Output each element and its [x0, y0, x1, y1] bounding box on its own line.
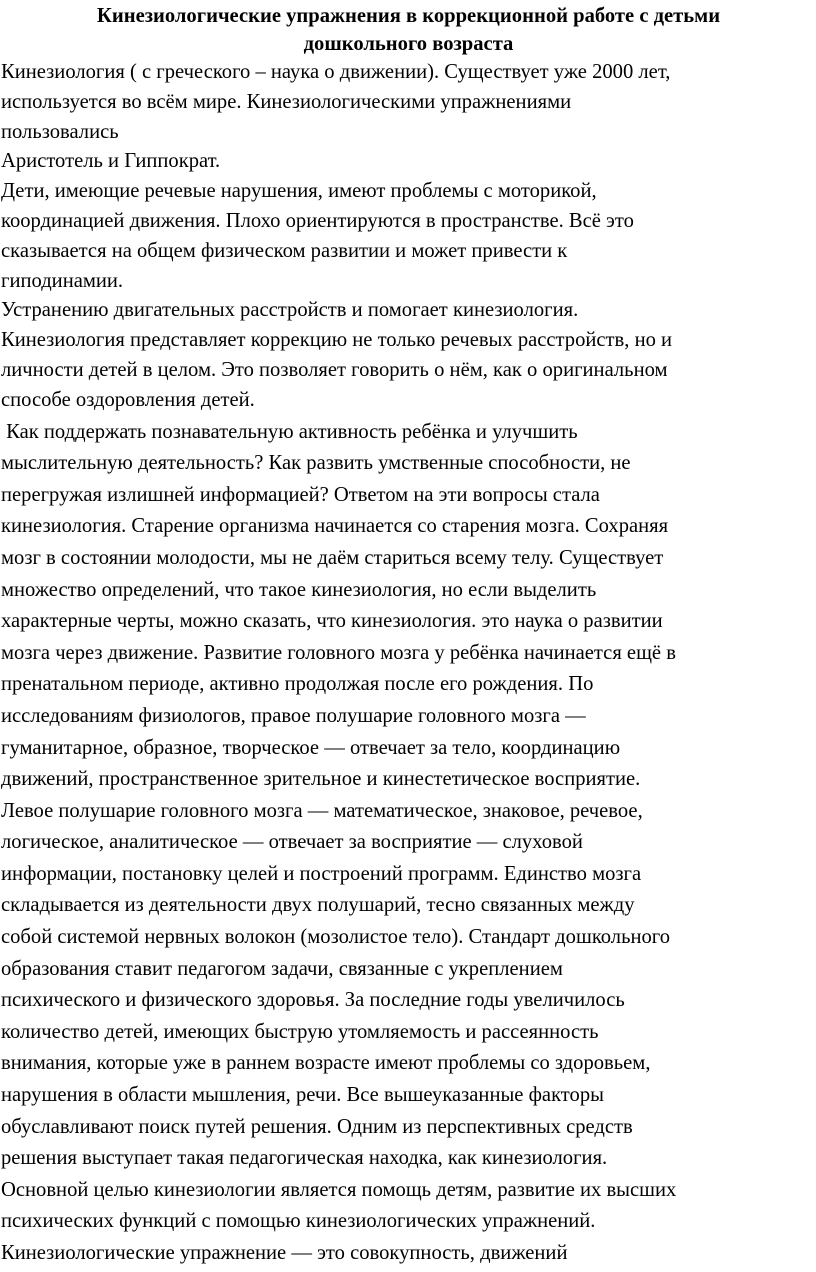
text-line: кинезиология. Старение организма начинается со старения мозга. Сохраняя: [1, 515, 669, 538]
text-line: сказывается на общем физическом развитии и может привести к: [1, 239, 568, 262]
text-line: Кинезиология ( с греческого – наука о движении). Существует уже 2000 лет,: [1, 61, 671, 83]
text-line: мозга через движение. Развитие головного мозга у ребёнка начинается ещё в: [1, 641, 676, 664]
text-line: психического и физического здоровья. За последние годы увеличилось: [1, 989, 625, 1012]
title-line: дошкольного возраста: [303, 33, 514, 55]
text-line: множество определений, что такое кинезиология, но если выделить: [1, 578, 597, 601]
text-line: внимания, которые уже в раннем возрасте имеют проблемы со здоровьем,: [1, 1052, 651, 1075]
text-line: мыслительную деятельность? Как развить умственные способности, не: [1, 452, 631, 475]
text-line: пользовались: [1, 120, 119, 143]
text-line: движений, пространственное зрительное и кинестетическое восприятие.: [1, 768, 641, 791]
body-paragraph: [1, 417, 802, 1270]
intro-paragraph: [1, 58, 802, 416]
text-line: исследованиям физиологов, правое полушарие головного мозга —: [1, 704, 586, 727]
title-line: Кинезиологические упражнения в коррекционной работе с детьми: [96, 5, 721, 27]
text-line: пренатальном периоде, активно продолжая после его рождения. По: [1, 673, 594, 696]
text-line: Устранению двигательных расстройств и помогает кинезиология.: [1, 299, 579, 322]
text-line: Дети, имеющие речевые нарушения, имеют проблемы с моторикой,: [1, 180, 597, 203]
text-line: координацией движения. Плохо ориентируются в пространстве. Всё это: [1, 209, 634, 232]
text-line: Основной целью кинезиологии является помощь детям, развитие их высших: [1, 1178, 677, 1201]
text-line: образования ставит педагогом задачи, связанные с укреплением: [1, 957, 563, 980]
text-line: нарушения в области мышления, речи. Все вышеуказанные факторы: [1, 1084, 604, 1107]
text-line: используется во всём мире. Кинезиологическими упражнениями: [1, 90, 572, 113]
text-line: психических функций с помощью кинезиологических упражнений.: [1, 1210, 596, 1233]
text-line: решения выступает такая педагогическая находка, как кинезиология.: [1, 1147, 608, 1170]
text-line: гуманитарное, образное, творческое — отвечает за тело, координацию: [1, 736, 621, 759]
text-line: Как поддержать познавательную активность ребёнка и улучшить: [1, 420, 578, 443]
text-line: информации, постановку целей и построений программ. Единство мозга: [1, 862, 642, 885]
text-line: мозг в состоянии молодости, мы не даём стариться всему телу. Существует: [1, 546, 664, 569]
text-line: характерные черты, можно сказать, что кинезиология. это наука о развитии: [1, 610, 663, 633]
document-title: [1, 2, 802, 58]
text-line: обуславливают поиск путей решения. Одним из перспективных средств: [1, 1115, 633, 1138]
text-line: Кинезиология представляет коррекцию не только речевых расстройств, но и: [1, 329, 673, 352]
text-line: перегружая излишней информацией? Ответом на эти вопросы стала: [1, 483, 600, 506]
text-line: гиподинамии.: [1, 269, 124, 292]
text-line: Кинезиологические упражнение — это совокупность, движений: [1, 1242, 568, 1264]
text-line: личности детей в целом. Это позволяет говорить о нём, как о оригинальном: [1, 358, 668, 381]
text-line: количество детей, имеющих быструю утомляемость и рассеянность: [1, 1020, 599, 1043]
text-line: логическое, аналитическое — отвечает за восприятие — слуховой: [1, 831, 583, 854]
text-line: складывается из деятельности двух полушарий, тесно связанных между: [1, 894, 635, 917]
text-line: собой системой нервных волокон (мозолистое тело). Стандарт дошкольного: [1, 926, 671, 949]
text-line: Левое полушарие головного мозга — математическое, знаковое, речевое,: [1, 799, 643, 822]
text-line: способе оздоровления детей.: [1, 388, 255, 411]
text-line: Аристотель и Гиппократ.: [1, 150, 221, 173]
